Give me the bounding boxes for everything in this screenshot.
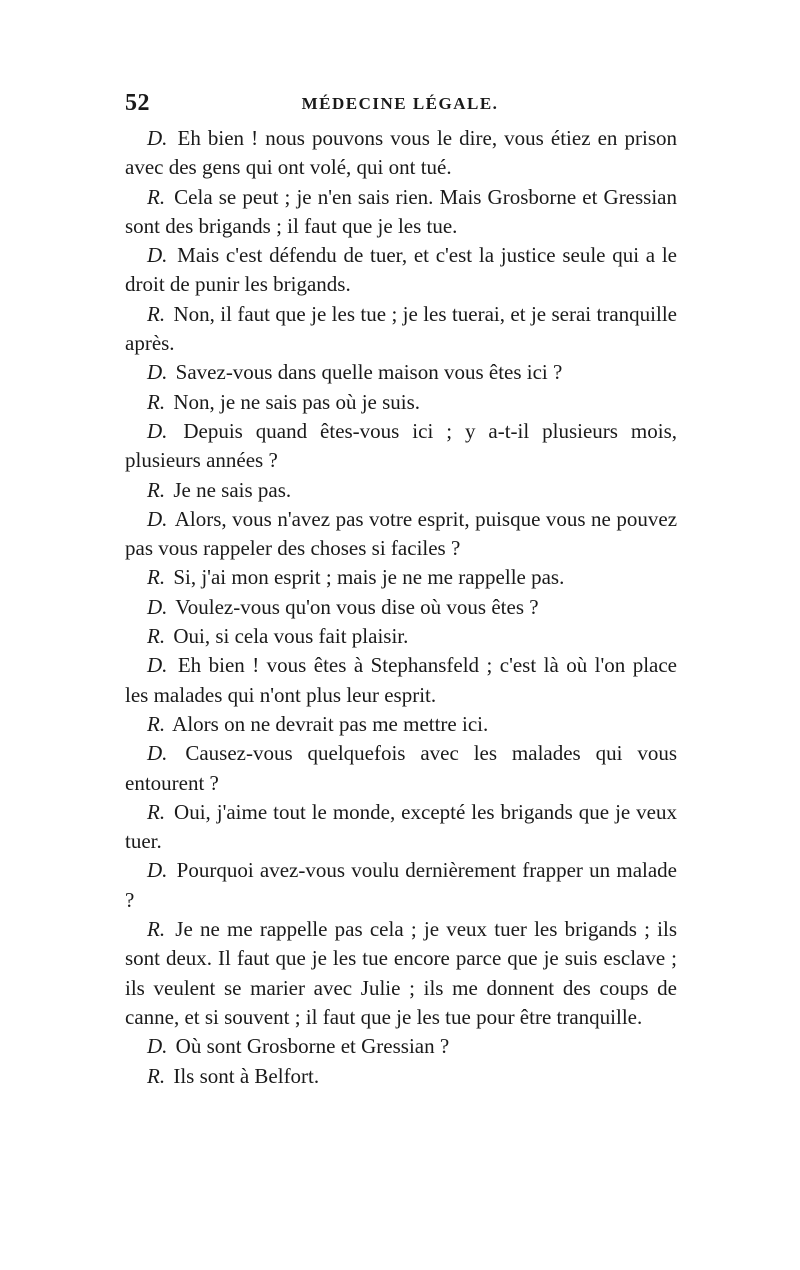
dialogue-text: Savez-vous dans quelle maison vous êtes ici ? (175, 360, 563, 385)
dialogue-text: Causez-vous quelquefois avec les malades qui vous entourent ? (125, 741, 677, 795)
speaker-label: R. (147, 711, 166, 736)
dialogue-paragraph (125, 388, 677, 417)
dialogue-text: Si, j'ai mon esprit ; mais je ne me rappelle pas. (173, 565, 565, 590)
dialogue-paragraph (125, 476, 677, 505)
dialogue-paragraph (125, 622, 677, 651)
page-number: 52 (125, 90, 150, 116)
dialogue-paragraph (125, 300, 677, 359)
speaker-label: D. (147, 858, 168, 883)
dialogue-paragraph (125, 710, 677, 739)
dialogue-text: Alors on ne devrait pas me mettre ici. (172, 711, 489, 736)
dialogue-paragraph (125, 183, 677, 242)
dialogue-paragraph (125, 241, 677, 300)
dialogue-text: Pourquoi avez-vous voulu dernièrement frapper un malade ? (125, 858, 678, 912)
dialogue-paragraph (125, 1062, 677, 1091)
speaker-label: R. (147, 477, 166, 502)
speaker-label: R. (147, 565, 166, 590)
dialogue-paragraph (125, 563, 677, 592)
dialogue-text: Non, il faut que je les tue ; je les tuerai, et je serai tranquille après. (125, 301, 677, 356)
page-header (125, 90, 675, 120)
dialogue-paragraph (125, 358, 677, 387)
speaker-label: R. (147, 389, 166, 414)
dialogue-paragraph (125, 856, 677, 915)
dialogue-text: Mais c'est défendu de tuer, et c'est la justice seule qui a le droit de punir les brigands. (125, 243, 678, 297)
speaker-label: D. (147, 653, 168, 678)
speaker-label: R. (147, 1063, 166, 1088)
dialogue-paragraph (125, 505, 677, 564)
dialogue-text: Alors, vous n'avez pas votre esprit, puisque vous ne pouvez pas vous rappeler des choses si faciles ? (125, 506, 678, 561)
dialogue-paragraph (125, 593, 677, 622)
speaker-label: D. (147, 506, 168, 531)
dialogue-text: Je ne sais pas. (173, 477, 292, 502)
dialogue-text: Je ne me rappelle pas cela ; je veux tuer les brigands ; ils sont deux. Il faut que je les tue encore parce que je suis esclave ; ils veulent se marier avec Julie ; ils me donnent des coups de canne, et si souvent ; il faut que je les tue pour être tranquille. (125, 917, 678, 1029)
dialogue-text: Voulez-vous qu'on vous dise où vous êtes ? (175, 594, 539, 619)
dialogue-text: Où sont Grosborne et Gressian ? (175, 1034, 450, 1059)
speaker-label: D. (147, 243, 168, 268)
speaker-label: R. (147, 301, 166, 326)
speaker-label: R. (147, 624, 166, 649)
speaker-label: D. (147, 594, 168, 619)
speaker-label: R. (147, 184, 166, 209)
dialogue-text: Eh bien ! vous êtes à Stephansfeld ; c'est là où l'on place les malades qui n'ont plus leur esprit. (125, 653, 677, 707)
dialogue-text: Oui, si cela vous fait plaisir. (173, 624, 409, 649)
dialogue-text: Non, je ne sais pas où je suis. (173, 389, 421, 414)
speaker-label: D. (147, 360, 168, 385)
dialogue-text: Cela se peut ; je n'en sais rien. Mais Grosborne et Gressian sont des brigands ; il faut que je les tue. (125, 184, 678, 238)
dialogue-paragraph (125, 124, 677, 183)
dialogue-paragraph (125, 651, 677, 710)
dialogue-paragraph (125, 798, 677, 857)
speaker-label: R. (147, 799, 166, 824)
speaker-label: R. (147, 917, 166, 942)
dialogue-body (125, 124, 677, 1091)
dialogue-text: Oui, j'aime tout le monde, excepté les brigands que je veux tuer. (125, 799, 677, 854)
running-title: MÉDECINE LÉGALE. (301, 94, 499, 113)
dialogue-text: Eh bien ! nous pouvons vous le dire, vous étiez en prison avec des gens qui ont volé, qui ont tué. (125, 126, 678, 180)
dialogue-text: Ils sont à Belfort. (173, 1063, 320, 1088)
dialogue-paragraph (125, 1032, 677, 1061)
speaker-label: D. (147, 741, 168, 766)
dialogue-paragraph (125, 417, 677, 476)
dialogue-paragraph (125, 915, 677, 1032)
speaker-label: D. (147, 126, 168, 150)
speaker-label: D. (147, 1034, 168, 1059)
dialogue-text: Depuis quand êtes-vous ici ; y a-t-il plusieurs mois, plusieurs années ? (125, 418, 677, 473)
dialogue-paragraph (125, 739, 677, 798)
speaker-label: D. (147, 418, 168, 443)
